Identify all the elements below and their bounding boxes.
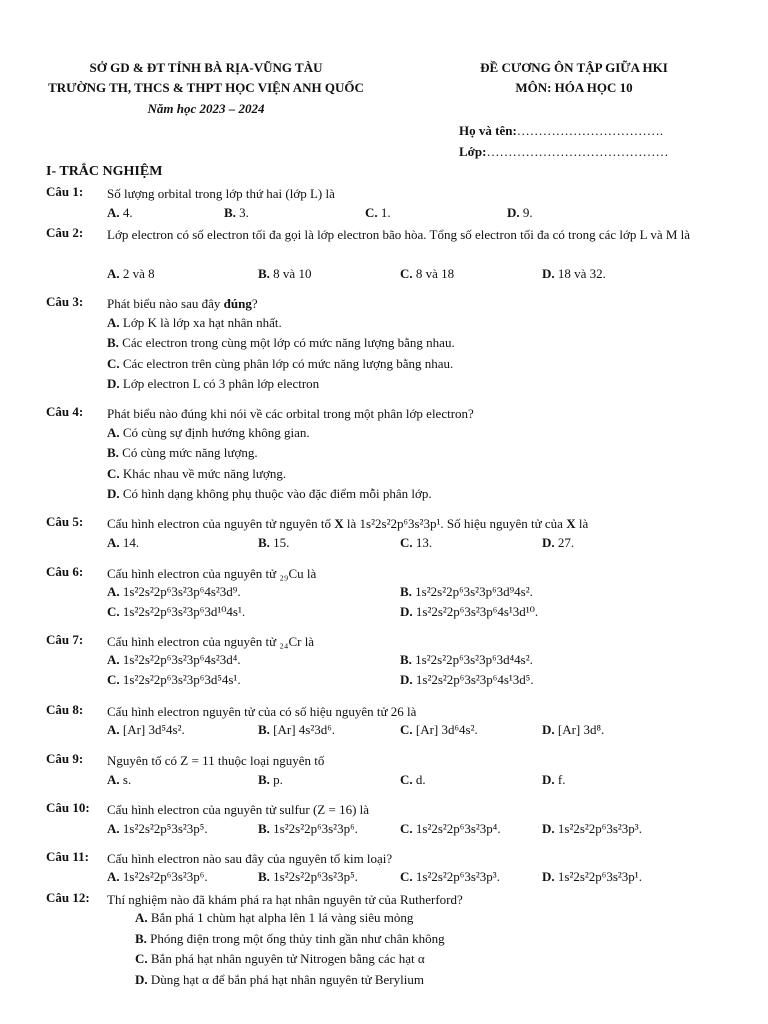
option-text: [Ar] 3d⁶4s². xyxy=(415,722,478,737)
option-d xyxy=(135,972,424,988)
option-text: Dùng hạt α để bắn phá hạt nhân nguyên tử Berylium xyxy=(150,972,424,987)
class-label: Lớp: xyxy=(459,144,487,159)
option-text: 1s²2s²2p⁶3s²3p⁶4s²3d⁹. xyxy=(122,584,241,599)
subject-title: MÔN: HÓA HỌC 10 xyxy=(515,80,633,95)
option-text: Các electron trong cùng một lớp có mức năng lượng bằng nhau. xyxy=(122,335,455,350)
question-text-part: đúng xyxy=(223,296,252,311)
school-name: TRƯỜNG TH, THCS & THPT HỌC VIỆN ANH QUỐC xyxy=(48,80,364,95)
option-text: Có cùng sự định hướng không gian. xyxy=(122,425,310,440)
option-d xyxy=(107,376,319,392)
question-text: Phát biểu nào đúng khi nói về các orbital trong một phân lớp electron? xyxy=(107,406,474,421)
name-label: Họ và tên: xyxy=(459,123,517,138)
option-d xyxy=(542,821,642,837)
option-text: 1s²2s²2p⁶3s²3p⁴. xyxy=(415,821,501,836)
option-d xyxy=(542,535,574,551)
class-field xyxy=(459,144,668,160)
question-text: Cấu hình electron nguyên tử của có số hiệu nguyên tử 26 là xyxy=(107,704,417,719)
option-text: 4. xyxy=(122,205,133,220)
question-number: Câu 2: xyxy=(46,225,84,240)
option-d xyxy=(507,205,533,221)
question-text-part: X xyxy=(334,516,344,531)
question-number: Câu 11: xyxy=(46,849,89,864)
option-text: 1s²2s²2p⁶3s²3p⁶3d⁴4s². xyxy=(415,652,533,667)
option-c xyxy=(107,466,286,482)
question-number: Câu 5: xyxy=(46,514,84,529)
option-text: 1s²2s²2p⁶3s²3p⁶. xyxy=(122,869,208,884)
question-number: Câu 3: xyxy=(46,294,84,309)
option-label: B. xyxy=(400,584,412,599)
question-number: Câu 10: xyxy=(46,800,90,815)
option-text: f. xyxy=(557,772,566,787)
option-label: D. xyxy=(107,376,120,391)
option-label: D. xyxy=(542,722,555,737)
option-text: s. xyxy=(122,772,132,787)
option-c xyxy=(400,772,426,788)
option-text: 1s²2s²2p⁶3s²3p⁶4s¹3d⁵. xyxy=(415,672,534,687)
option-b xyxy=(258,821,358,837)
option-label: A. xyxy=(107,315,120,330)
question-text-part: 1s²2s²2p⁶3s²3p¹ xyxy=(359,516,441,531)
option-a xyxy=(135,910,413,926)
option-d xyxy=(542,722,604,738)
question-text: Cấu hình electron của nguyên tử ₂₉Cu là xyxy=(107,566,317,581)
question-text: Cấu hình electron nào sau đây của nguyên tố kim loại? xyxy=(107,851,393,866)
option-text: 15. xyxy=(273,535,290,550)
question-text-part: Phát biểu nào sau đây xyxy=(107,296,224,311)
option-label: D. xyxy=(400,604,413,619)
option-c xyxy=(135,951,425,967)
option-b xyxy=(107,445,258,461)
question-number: Câu 7: xyxy=(46,632,84,647)
question-text: Lớp electron có số electron tối đa gọi là lớp electron bão hòa. Tổng số electron tối đa có trong các lớp L và M là xyxy=(107,227,691,242)
option-a xyxy=(107,652,241,668)
option-c xyxy=(400,266,454,282)
option-text: Lớp electron L có 3 phân lớp electron xyxy=(122,376,320,391)
option-c xyxy=(400,869,500,885)
option-text: 1s²2s²2p⁵3s²3p⁵. xyxy=(122,821,208,836)
option-label: D. xyxy=(400,672,413,687)
option-text: 1s²2s²2p⁶3s²3p⁵. xyxy=(273,869,358,884)
option-label: C. xyxy=(135,951,148,966)
option-text: 1. xyxy=(380,205,391,220)
option-label: C. xyxy=(400,266,413,281)
option-label: C. xyxy=(400,535,413,550)
section-title: I- TRẮC NGHIỆM xyxy=(46,164,163,179)
option-text: d. xyxy=(415,772,426,787)
question-text-part: . Số hiệu nguyên tử của xyxy=(440,516,567,531)
option-label: B. xyxy=(107,335,119,350)
option-text: 1s²2s²2p⁶3s²3p¹. xyxy=(557,869,642,884)
option-c xyxy=(107,672,241,688)
school-year: Năm học 2023 – 2024 xyxy=(147,101,265,116)
dept-name: SỞ GD & ĐT TỈNH BÀ RỊA-VŨNG TÀU xyxy=(89,60,323,75)
option-label: D. xyxy=(542,821,555,836)
option-text: Phóng điện trong một ống thủy tinh gần như chân không xyxy=(150,931,445,946)
option-label: C. xyxy=(107,672,120,687)
option-a xyxy=(107,869,208,885)
option-text: Các electron trên cùng phân lớp có mức năng lượng bằng nhau. xyxy=(122,356,454,371)
option-text: Bắn phá hạt nhân nguyên tử Nitrogen bằng các hạt α xyxy=(150,951,425,966)
option-text: [Ar] 3d⁵4s². xyxy=(122,722,185,737)
option-c xyxy=(400,535,432,551)
option-label: A. xyxy=(107,584,120,599)
option-label: B. xyxy=(258,535,270,550)
option-c xyxy=(107,604,245,620)
option-text: 3. xyxy=(239,205,249,220)
option-a xyxy=(107,425,310,441)
option-label: C. xyxy=(365,205,378,220)
option-label: B. xyxy=(258,869,270,884)
question-text xyxy=(107,514,757,533)
question-number: Câu 12: xyxy=(46,890,90,905)
option-c xyxy=(365,205,391,221)
question-text-part: là xyxy=(343,516,360,531)
option-label: A. xyxy=(107,772,120,787)
option-text: 1s²2s²2p⁶3s²3p⁶. xyxy=(273,821,358,836)
option-label: A. xyxy=(107,652,120,667)
option-text: 14. xyxy=(122,535,140,550)
option-label: A. xyxy=(107,425,120,440)
option-b xyxy=(400,584,533,600)
option-text: 13. xyxy=(415,535,433,550)
option-text: 1s²2s²2p⁶3s²3p⁶4s¹3d¹⁰. xyxy=(415,604,539,619)
option-a xyxy=(107,584,241,600)
option-label: B. xyxy=(400,652,412,667)
option-text: Lớp K là lớp xa hạt nhân nhất. xyxy=(122,315,282,330)
option-c xyxy=(107,356,453,372)
option-b xyxy=(135,931,445,947)
student-name-field xyxy=(459,123,663,139)
question-number: Câu 4: xyxy=(46,404,84,419)
option-label: B. xyxy=(258,772,270,787)
option-label: C. xyxy=(400,821,413,836)
option-d xyxy=(542,869,642,885)
option-b xyxy=(107,335,455,351)
question-text: Số lượng orbital trong lớp thứ hai (lớp L) là xyxy=(107,186,335,201)
question-number: Câu 6: xyxy=(46,564,84,579)
option-text: 8 và 10 xyxy=(273,266,312,281)
option-d xyxy=(542,772,565,788)
option-d xyxy=(107,486,432,502)
option-text: [Ar] 4s²3d⁶. xyxy=(273,722,336,737)
option-text: 2 và 8 xyxy=(122,266,155,281)
option-label: A. xyxy=(107,869,120,884)
option-a xyxy=(107,266,155,282)
question-text: Cấu hình electron của nguyên tử ₂₄Cr là xyxy=(107,634,315,649)
option-label: C. xyxy=(400,772,413,787)
option-text: 1s²2s²2p⁶3s²3p⁶3d⁵4s¹. xyxy=(122,672,241,687)
option-a xyxy=(107,821,208,837)
option-label: C. xyxy=(107,356,120,371)
question-text-part: ? xyxy=(251,296,258,311)
option-label: D. xyxy=(542,266,555,281)
option-a xyxy=(107,205,133,221)
option-d xyxy=(400,604,538,620)
option-label: D. xyxy=(542,772,555,787)
option-a xyxy=(107,772,131,788)
option-label: A. xyxy=(107,722,120,737)
question-text xyxy=(107,294,757,313)
option-label: B. xyxy=(258,722,270,737)
option-label: B. xyxy=(258,821,270,836)
option-label: B. xyxy=(224,205,236,220)
option-d xyxy=(400,672,534,688)
option-text: 1s²2s²2p⁶3s²3p⁶3d¹⁰4s¹. xyxy=(122,604,246,619)
option-text: 1s²2s²2p⁶3s²3p⁶3d⁹4s². xyxy=(415,584,533,599)
option-label: D. xyxy=(107,486,120,501)
option-text: p. xyxy=(273,772,283,787)
option-label: A. xyxy=(107,266,120,281)
question-text-part: là xyxy=(575,516,589,531)
option-text: Có cùng mức năng lượng. xyxy=(122,445,258,460)
option-label: A. xyxy=(107,205,120,220)
option-text: Bắn phá 1 chùm hạt alpha lên 1 lá vàng siêu mỏng xyxy=(150,910,414,925)
option-label: B. xyxy=(107,445,119,460)
option-label: C. xyxy=(400,869,413,884)
option-b xyxy=(224,205,249,221)
option-text: 9. xyxy=(522,205,533,220)
option-label: A. xyxy=(107,535,120,550)
option-text: 8 và 18 xyxy=(415,266,455,281)
question-text: Cấu hình electron của nguyên tử sulfur (Z = 16) là xyxy=(107,802,370,817)
option-text: 1s²2s²2p⁶3s²3p⁶4s²3d⁴. xyxy=(122,652,241,667)
exam-title: ĐỀ CƯƠNG ÔN TẬP GIỮA HKI xyxy=(480,60,668,75)
option-c xyxy=(400,821,501,837)
option-a xyxy=(107,315,282,331)
question-number: Câu 8: xyxy=(46,702,84,717)
question-text: Nguyên tố có Z = 11 thuộc loại nguyên tố xyxy=(107,753,325,768)
option-text: 18 và 32. xyxy=(557,266,606,281)
option-text: 1s²2s²2p⁶3s²3p³. xyxy=(557,821,642,836)
option-a xyxy=(107,722,185,738)
option-label: A. xyxy=(135,910,148,925)
option-d xyxy=(542,266,606,282)
question-text-part: Cấu hình electron của nguyên tử nguyên tố xyxy=(107,516,335,531)
option-b xyxy=(258,869,358,885)
option-c xyxy=(400,722,478,738)
option-b xyxy=(258,722,335,738)
option-label: B. xyxy=(135,931,147,946)
option-label: D. xyxy=(507,205,520,220)
option-text: Khác nhau về mức năng lượng. xyxy=(122,466,287,481)
option-label: D. xyxy=(542,535,555,550)
option-label: A. xyxy=(107,821,120,836)
option-label: C. xyxy=(107,466,120,481)
option-label: B. xyxy=(258,266,270,281)
option-text: 27. xyxy=(557,535,575,550)
option-text: Có hình dạng không phụ thuộc vào đặc điểm mỗi phân lớp. xyxy=(122,486,432,501)
option-label: C. xyxy=(107,604,120,619)
name-dots: ……………………………. xyxy=(516,123,664,138)
option-b xyxy=(258,535,289,551)
question-number: Câu 9: xyxy=(46,751,84,766)
option-text: 1s²2s²2p⁶3s²3p³. xyxy=(415,869,500,884)
option-label: D. xyxy=(542,869,555,884)
question-number: Câu 1: xyxy=(46,184,84,199)
question-text-part: X xyxy=(566,516,576,531)
option-label: D. xyxy=(135,972,148,987)
option-label: C. xyxy=(400,722,413,737)
option-text: [Ar] 3d⁸. xyxy=(557,722,605,737)
class-dots: …………………………………… xyxy=(486,144,669,159)
option-b xyxy=(258,266,311,282)
option-b xyxy=(258,772,283,788)
option-b xyxy=(400,652,533,668)
question-text: Thí nghiệm nào đã khám phá ra hạt nhân nguyên tử của Rutherford? xyxy=(107,892,463,907)
option-a xyxy=(107,535,139,551)
